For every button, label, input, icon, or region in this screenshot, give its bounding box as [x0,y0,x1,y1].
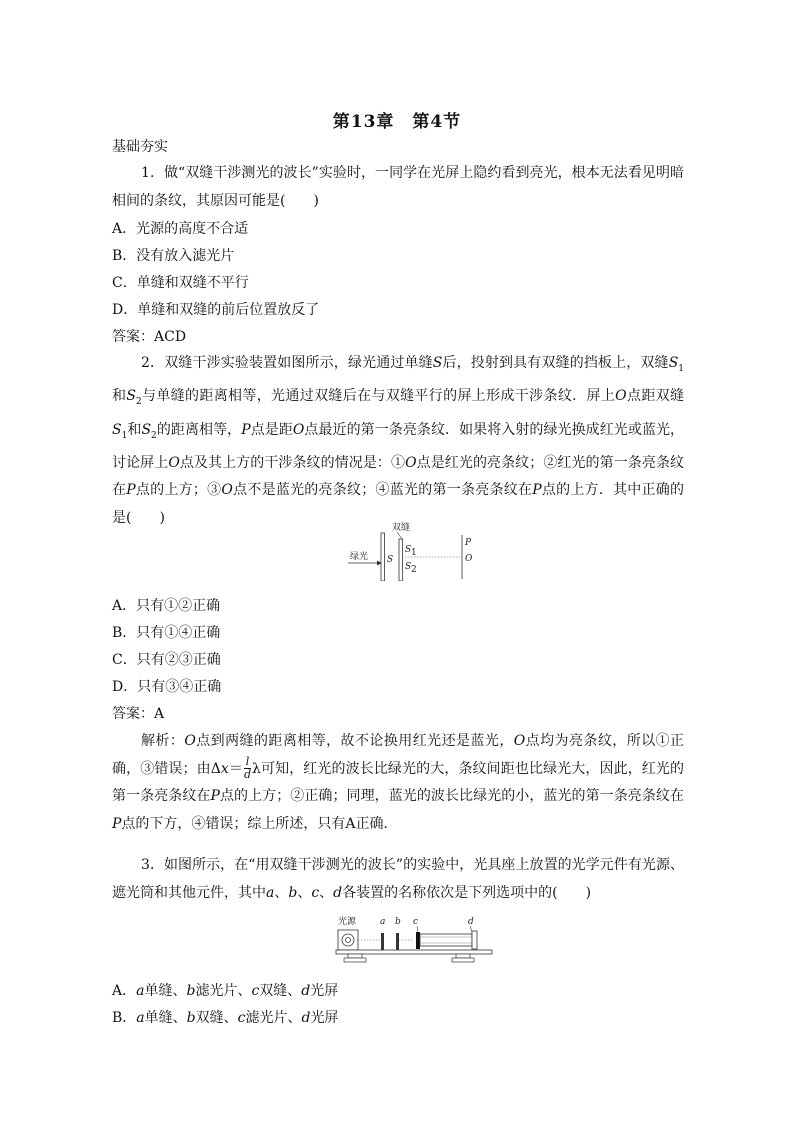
double-slit-label: 双缝 [392,523,411,533]
label-s2: S [405,562,412,572]
light-source-box [338,930,358,950]
q3-option-a: A．a单缝、b滤光片、c双缝、d光屏 [112,983,339,999]
chapter-title: 第13章 [332,112,395,132]
q2-option-c: C．只有②③正确 [112,652,221,668]
section-title: 第4节 [412,112,462,132]
optical-bench-rail [336,950,492,954]
double-slit-figure [344,517,494,581]
element-b [396,933,399,950]
light-source-label: 光源 [338,917,357,927]
svg-text:c: c [413,917,419,927]
q1-stem: 1．做“双缝干涉测光的波长”实验时，一同学在光屏上隐约看到亮光，根本无法看见明暗相间的条纹，其原因可能是( ) [112,165,684,209]
element-d [472,931,477,949]
green-light-label: 绿光 [350,552,369,562]
q1-answer: 答案：ACD [112,329,187,345]
q1-option-b: B．没有放入滤光片 [112,248,235,264]
label-s: S [387,555,394,565]
single-slit-barrier [381,533,385,581]
svg-text:2: 2 [411,565,417,575]
light-shield-tube [420,934,472,946]
q1-option-a: A．光源的高度不合适 [112,221,249,237]
label-s1: S [405,545,412,555]
q3-option-b: B．a单缝、b双缝、c滤光片、d光屏 [112,1010,339,1026]
element-c [416,932,420,949]
optical-bench-figure [334,912,494,968]
q3-stem: 3．如图所示，在“用双缝干涉测光的波长”的实验中，光具座上放置的光学元件有光源、遮光筒和其他元件，其中a、b、c、d各装置的名称依次是下列选项中的( ) [112,857,684,901]
svg-text:b: b [395,917,401,927]
q2-answer: 答案：A [112,706,165,722]
svg-text:1: 1 [411,548,417,558]
label-o: O [465,554,473,564]
section-label: 基础夯实 [112,139,168,155]
q2-option-d: D．只有③④正确 [112,679,222,695]
q1-option-d: D．单缝和双缝的前后位置放反了 [112,302,320,318]
label-p: P [465,538,472,548]
q1-option-c: C．单缝和双缝不平行 [112,275,249,291]
page-title [0,107,794,132]
q2-stem: 2．双缝干涉实验装置如图所示，绿光通过单缝S后，投射到具有双缝的挡板上，双缝$S_1$和$S_2$与单缝的距离相等，光通过双缝后在与双缝平行的屏上形成干涉条纹．屏上O点距双缝$S_1$和$S_2$的距离相等，P点是距O点最近的第一条亮条纹．如果将入射的绿光换成红光或蓝光，讨论屏上O点及其上方的干涉条纹的情况是：①O点是红光的亮条纹；②红光的第一条亮条纹在P点的上方；③O点不是蓝光的亮条纹；④蓝光的第一条亮条纹在P点的上方．其中正确的是( ) [112,355,685,526]
double-slit-barrier [399,539,403,581]
q2-analysis: 解析：O点到两缝的距离相等，故不论换用红光还是蓝光，O点均为亮条纹，所以①正确，③错误；由Δx＝ $\frac{l}{d}$ λ可知，红光的波长比绿光的大，条纹间距也比绿光大，因此，红光的第一条亮条纹在P点的上方；②正确；同理，蓝光的波长比绿光的小，蓝光的第一条亮条纹在P点的下方，④错误；综上所述，只有A正确． [112,733,685,832]
svg-text:d: d [468,917,474,927]
svg-text:a: a [380,917,386,927]
q2-option-a: A．只有①②正确 [112,598,221,614]
q2-option-b: B．只有①④正确 [112,625,221,641]
element-a [381,933,384,950]
